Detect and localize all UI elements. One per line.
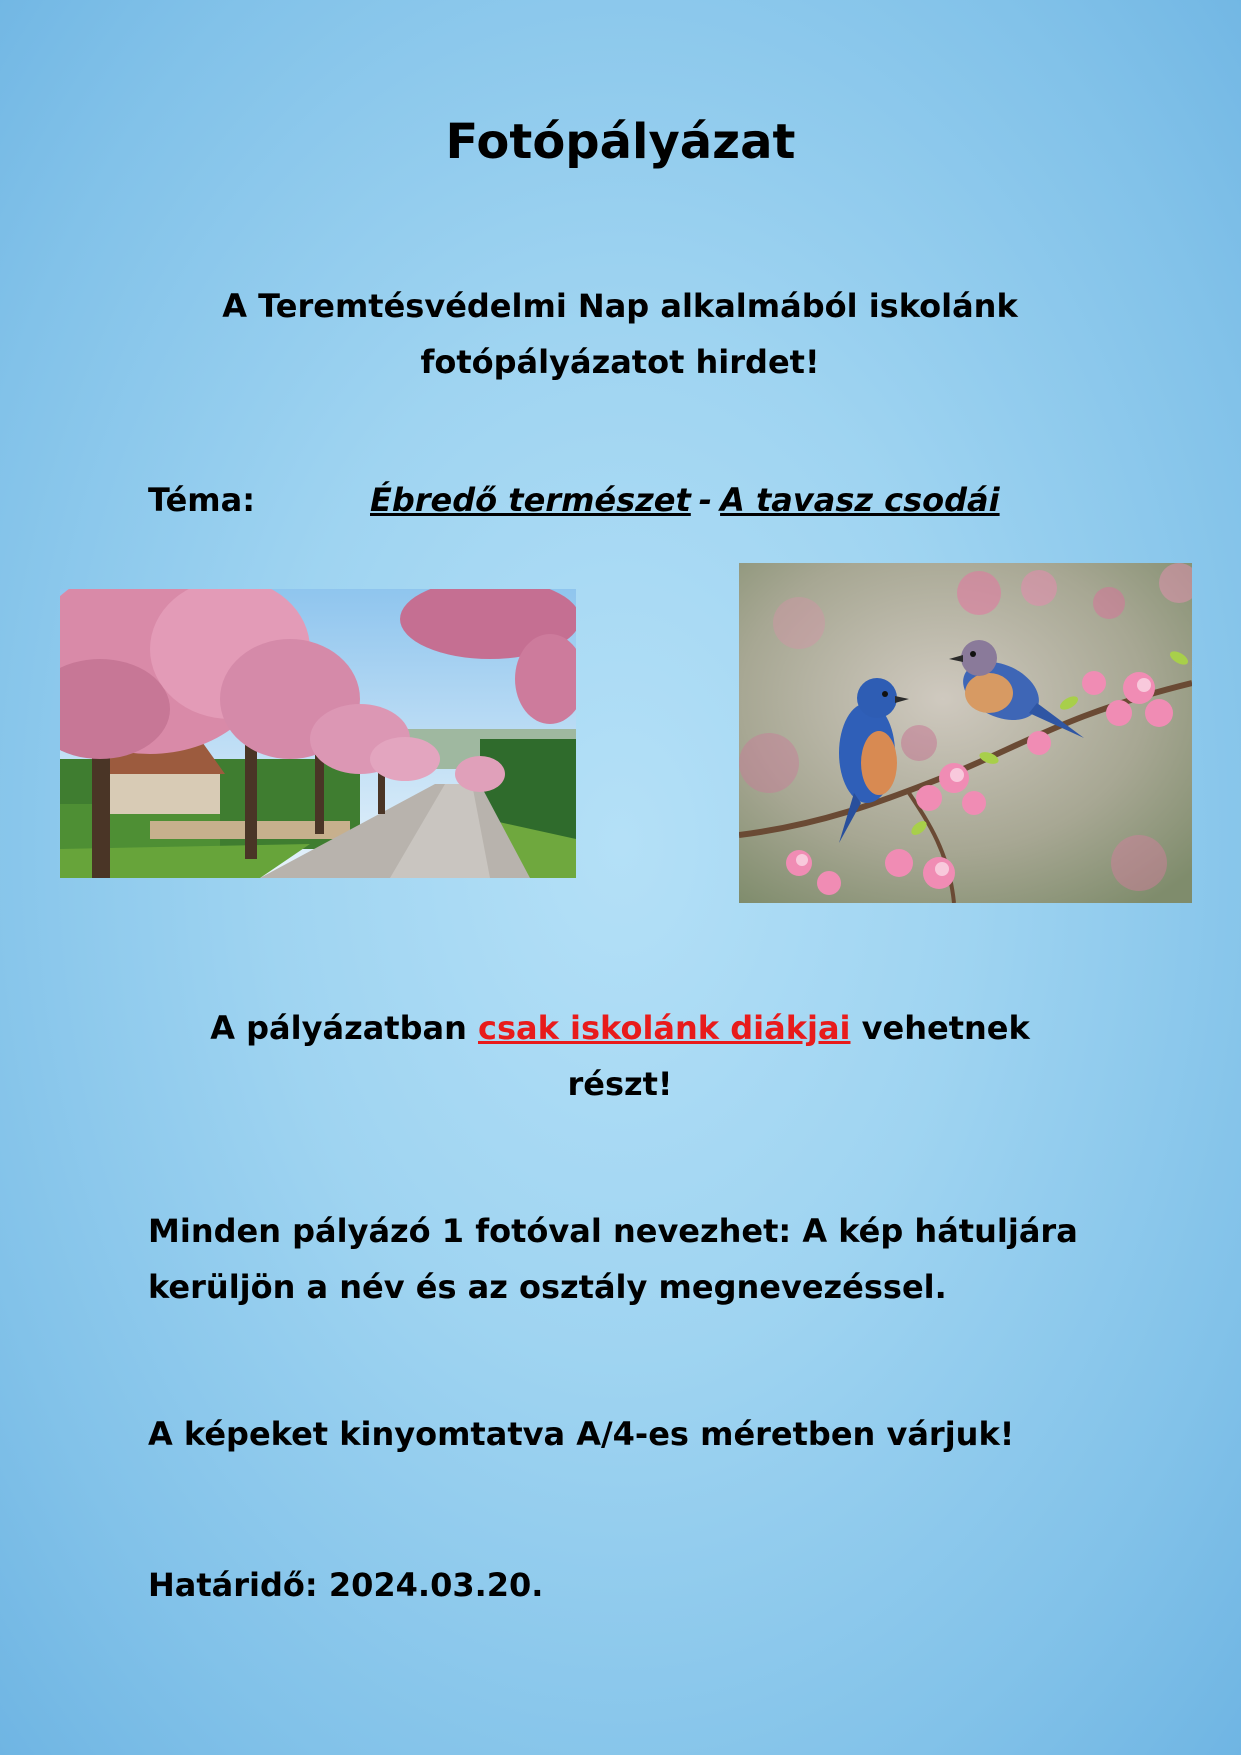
topic-label: Téma: [148,481,256,519]
entry-rules-text: Minden pályázó 1 fotóval nevezhet: A kép hátuljára kerüljön a név és az osztály megnevezéssel. [148,1212,1078,1306]
eligibility-before: A pályázatban [210,1009,478,1047]
eligibility-highlight: csak iskolánk diákjai [478,1009,851,1047]
blossom-street-photo [60,589,576,878]
bluebirds-illustration [739,563,1192,903]
bluebirds-photo [739,563,1192,903]
topic-line [148,472,1000,528]
deadline-date: 2024.03.20. [328,1566,544,1604]
topic-separator: - [698,481,713,519]
topic-part1: Ébredő természet [370,481,691,519]
deadline-line [148,1557,1108,1613]
topic-part2: A tavasz csodái [720,481,1000,519]
poster-title: Fotópályázat [445,114,796,170]
eligibility-after: vehetnek részt! [567,1009,1030,1103]
eligibility-text [170,1000,1070,1112]
intro-text: A Teremtésvédelmi Nap alkalmából iskolánk fotópályázatot hirdet! [222,287,1018,381]
blossom-street-illustration [60,589,576,878]
deadline-label: Határidő: [148,1566,318,1604]
print-info-text: A képeket kinyomtatva A/4-es méretben várjuk! [148,1415,1015,1453]
